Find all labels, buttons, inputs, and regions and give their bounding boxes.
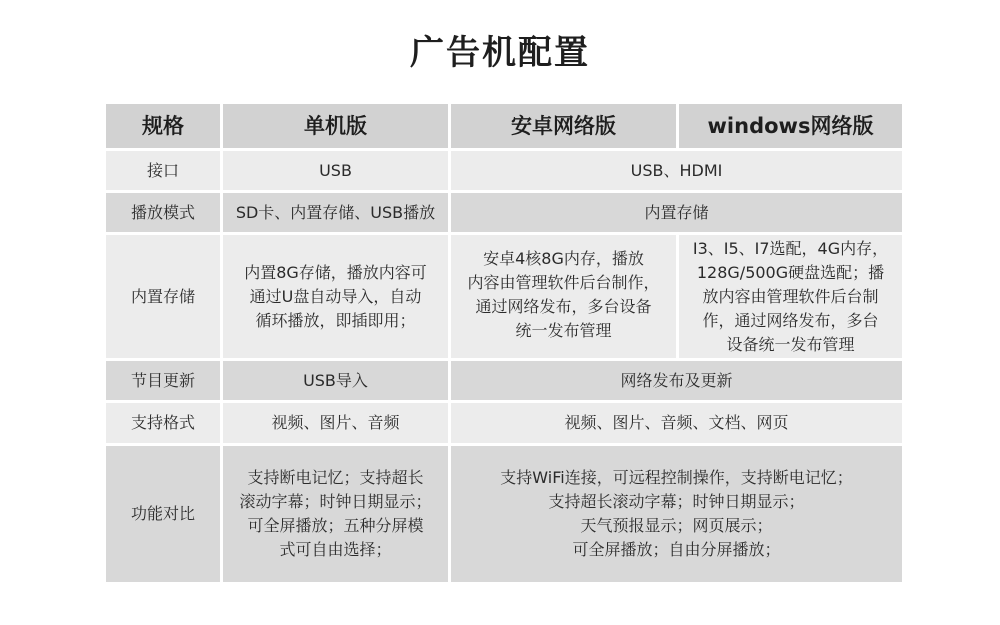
text-line: 可全屏播放；五种分屏模 (247, 516, 424, 535)
row-label: 播放模式 (105, 192, 222, 234)
cell-network: 网络发布及更新 (450, 360, 904, 402)
header-spec: 规格 (105, 103, 222, 150)
cell-android (450, 234, 678, 360)
row-formats (105, 402, 904, 445)
text-line: 内容由管理软件后台制作， (467, 273, 660, 292)
cell-network: 视频、图片、音频、文档、网页 (450, 402, 904, 445)
row-label: 功能对比 (105, 445, 222, 584)
cell-standalone: SD卡、内置存储、USB播放 (222, 192, 450, 234)
text-line: 支持断电记忆；支持超长 (247, 468, 424, 487)
text-line: 通过网络发布，多台设备 (475, 297, 652, 316)
header-standalone: 单机版 (222, 103, 450, 150)
row-label: 支持格式 (105, 402, 222, 445)
text-line: 128G/500G硬盘选配；播 (696, 262, 885, 282)
text-line: 循环播放，即插即用； (255, 310, 416, 330)
cell-windows (678, 234, 904, 360)
cell-network (450, 445, 904, 584)
row-playback-mode (105, 192, 904, 234)
text-line: 统一发布管理 (515, 321, 612, 340)
cell-network: 内置存储 (450, 192, 904, 234)
cell-standalone: USB导入 (222, 360, 450, 402)
cell-standalone: 视频、图片、音频 (222, 402, 450, 445)
row-storage (105, 234, 904, 360)
cell-standalone: USB (222, 150, 450, 192)
row-label: 节目更新 (105, 360, 222, 402)
row-interface (105, 150, 904, 192)
row-features (105, 445, 904, 584)
header-windows: windows网络版 (678, 103, 904, 150)
header-android: 安卓网络版 (450, 103, 678, 150)
text-line: 支持超长滚动字幕；时钟日期显示； (548, 492, 805, 511)
text-line: 滚动字幕；时钟日期显示； (239, 492, 432, 511)
row-program-update (105, 360, 904, 402)
page-title: 广告机配置 (410, 33, 590, 73)
text-line: 通过U盘自动导入，自动 (249, 286, 422, 306)
header-row (105, 103, 904, 150)
row-label: 内置存储 (105, 234, 222, 360)
text-line: 支持WiFi连接，可远程控制操作，支持断电记忆； (500, 468, 853, 487)
text-line: 作，通过网络发布，多台 (702, 310, 879, 330)
row-label: 接口 (105, 150, 222, 192)
cell-network: USB、HDMI (450, 150, 904, 192)
text-line: 安卓4核8G内存，播放 (483, 249, 644, 268)
text-line: 设备统一发布管理 (726, 334, 855, 354)
text-line: 天气预报显示；网页展示； (580, 516, 773, 535)
text-line: 内置8G存储，播放内容可 (244, 262, 427, 282)
text-line: 式可自由选择； (279, 540, 392, 559)
cell-standalone (222, 445, 450, 584)
text-line: 可全屏播放；自由分屏播放； (572, 540, 781, 559)
spec-table (103, 101, 905, 585)
text-line: I3、I5、I7选配，4G内存， (692, 238, 889, 258)
cell-standalone (222, 234, 450, 360)
text-line: 放内容由管理软件后台制 (702, 286, 879, 306)
